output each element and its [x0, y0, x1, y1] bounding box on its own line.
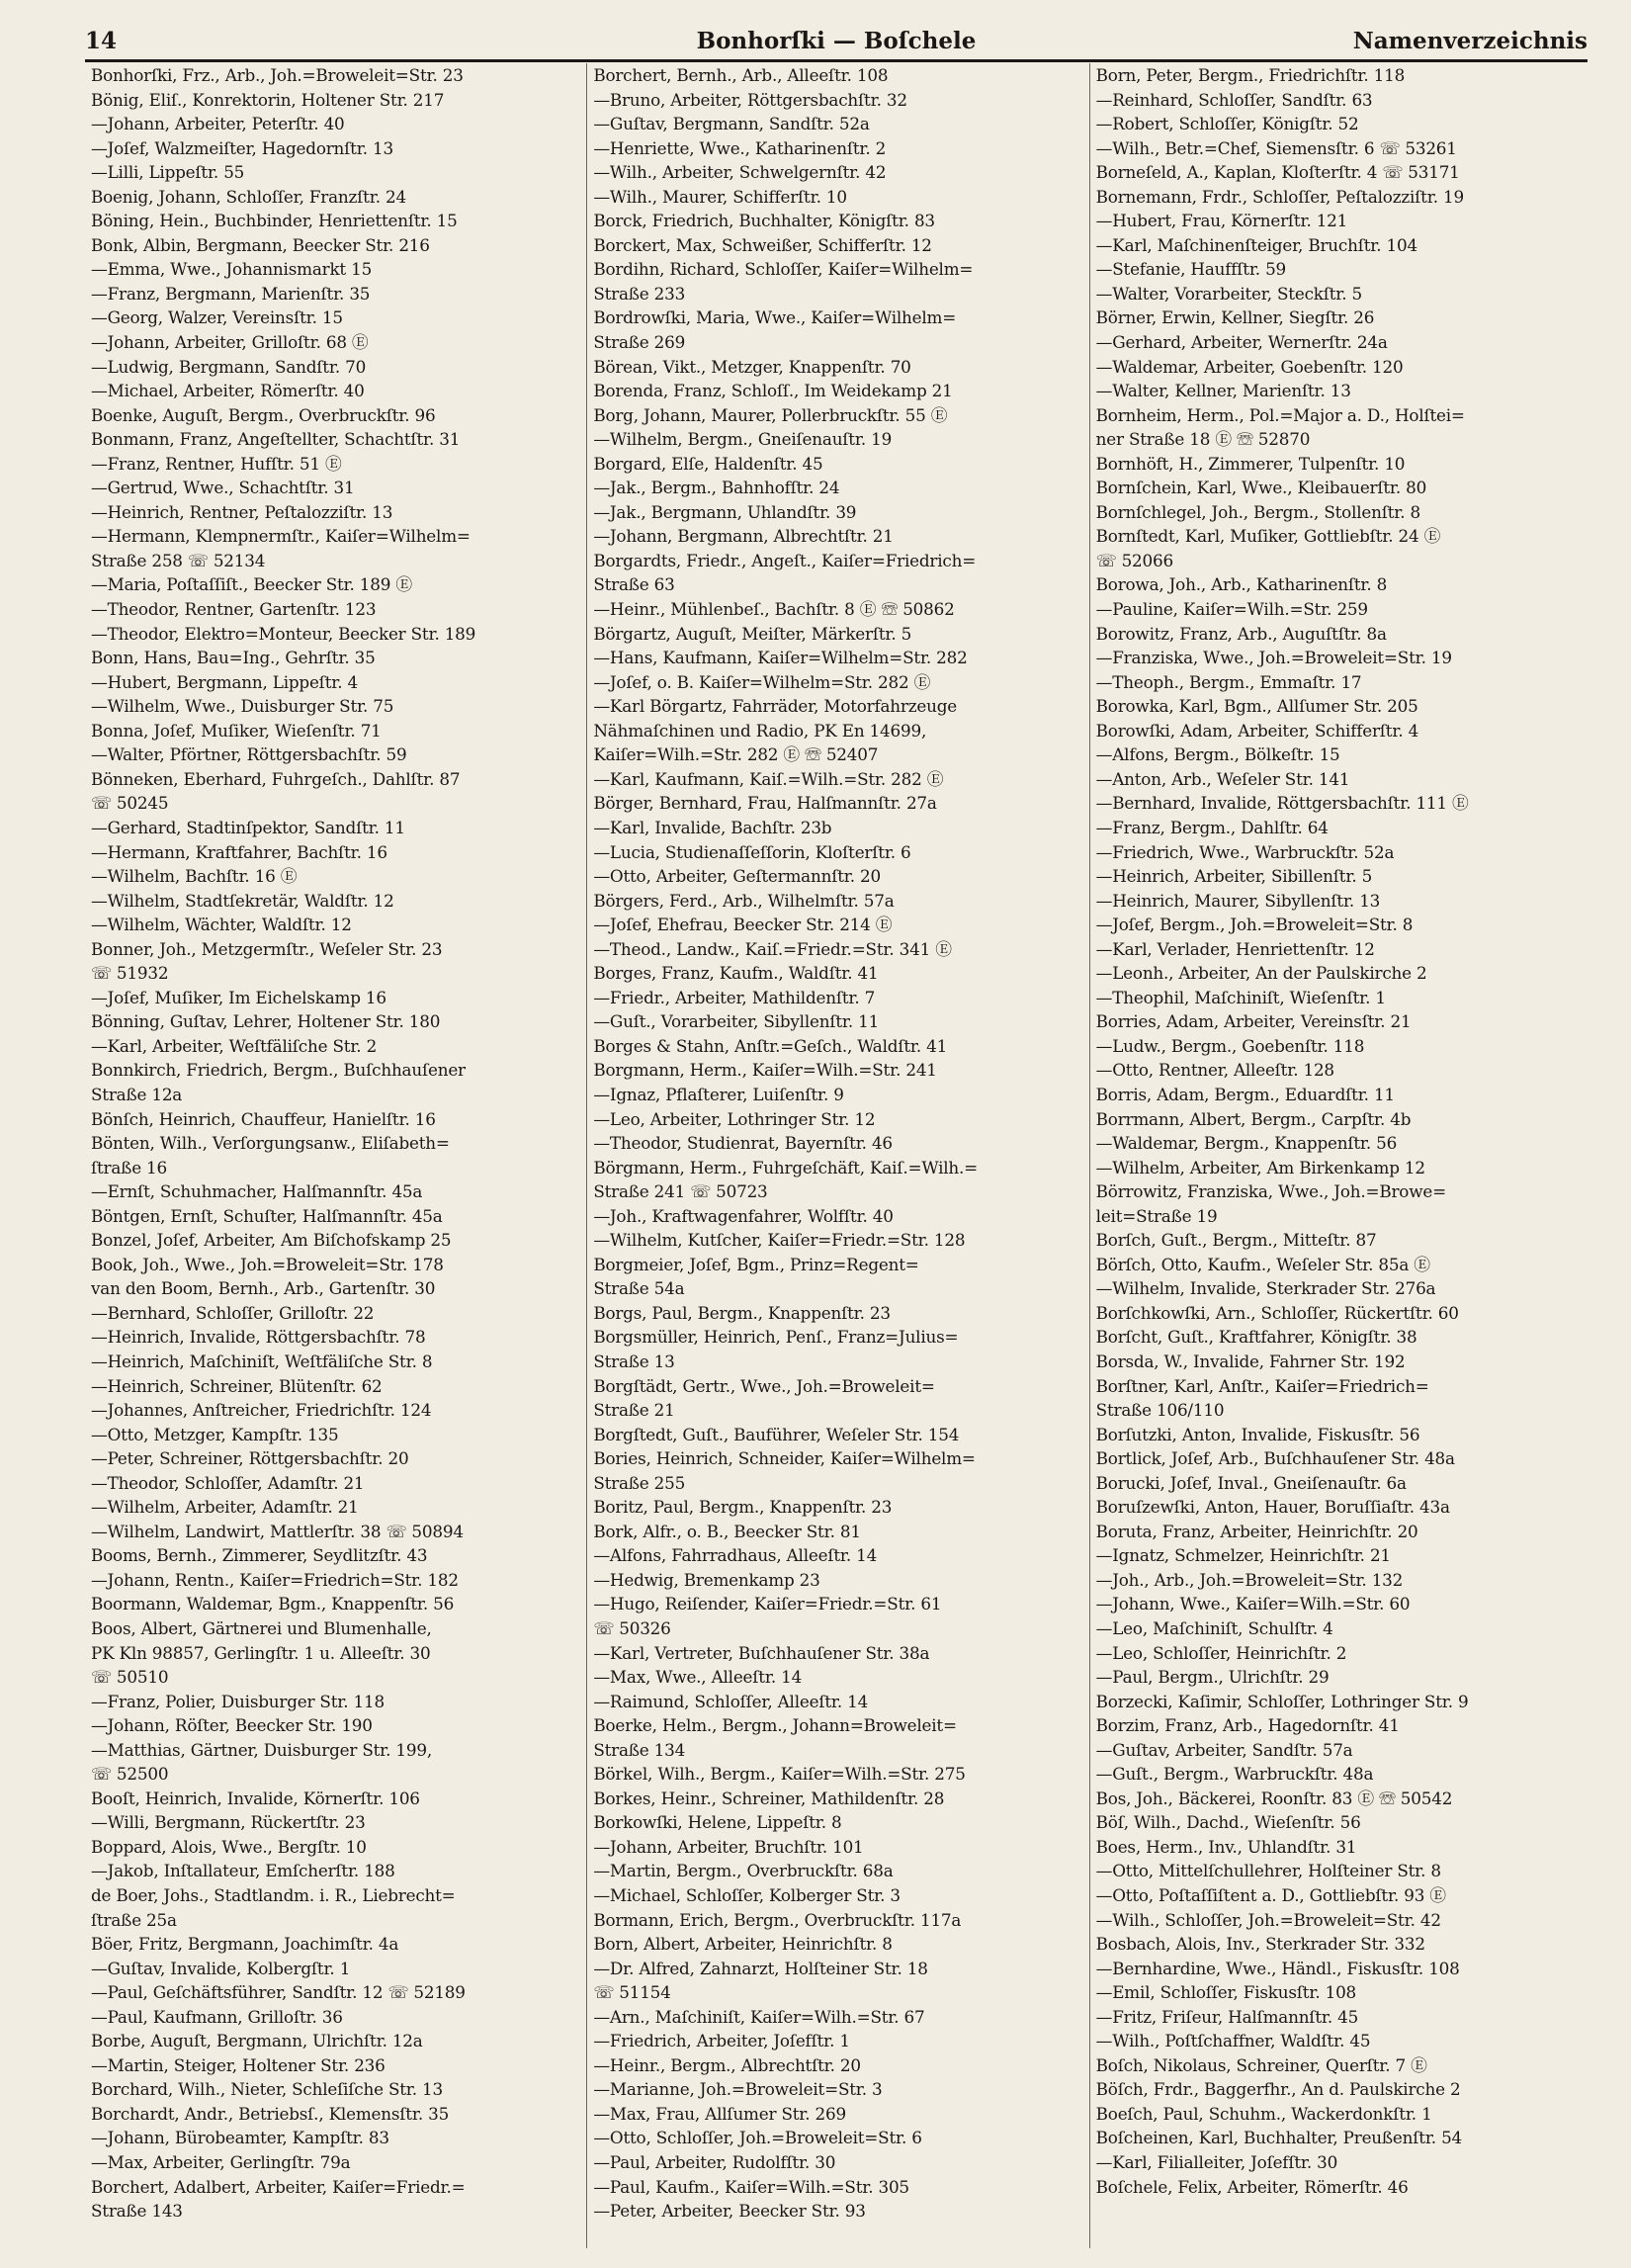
- directory-entry-line: —Otto, Rentner, Alleeſtr. 128: [1095, 1060, 1334, 1081]
- directory-entry-line: —Karl, Arbeiter, Weſtfäliſche Str. 2: [91, 1035, 378, 1056]
- directory-entry-line: —Max, Frau, Allſumer Str. 269: [593, 2103, 846, 2124]
- directory-entry-line: —Guſtav, Arbeiter, Sandſtr. 57a: [1095, 1739, 1353, 1760]
- directory-entry-line: Börgers, Ferd., Arb., Wilhelmſtr. 57a: [593, 890, 895, 911]
- directory-entry-line: ☏ 52500: [91, 1764, 169, 1785]
- directory-entry-line: Bornhöft, H., Zimmerer, Tulpenſtr. 10: [1095, 453, 1406, 474]
- directory-entry-line: —Theodor, Rentner, Gartenſtr. 123: [91, 599, 377, 620]
- directory-entry-line: —Heinr., Bergm., Albrechtſtr. 20: [593, 2054, 861, 2075]
- directory-entry-line: Boruta, Franz, Arbeiter, Heinrichſtr. 20: [1095, 1521, 1418, 1541]
- directory-entry-line: —Franz, Rentner, Hufſtr. 51 Ⓔ: [91, 453, 342, 474]
- directory-entry-line: —Paul, Kaufm., Kaiſer=Wilh.=Str. 305: [593, 2176, 909, 2197]
- directory-entry-line: —Franz, Bergm., Dahlſtr. 64: [1095, 817, 1329, 837]
- directory-entry-line: —Guſt., Vorarbeiter, Sibyllenſtr. 11: [593, 1011, 880, 1032]
- directory-entry-line: —Max, Wwe., Alleeſtr. 14: [593, 1667, 803, 1688]
- directory-entry-line: —Matthias, Gärtner, Duisburger Str. 199,: [91, 1739, 432, 1760]
- directory-entry-line: Borkowſki, Helene, Lippeſtr. 8: [593, 1812, 842, 1833]
- directory-entry-line: Bormann, Erich, Bergm., Overbruckſtr. 117a: [593, 1909, 962, 1930]
- directory-entry-line: —Michael, Schloſſer, Kolberger Str. 3: [593, 1885, 901, 1906]
- directory-entry-line: Boeſch, Paul, Schuhm., Wackerdonkſtr. 1: [1095, 2103, 1432, 2124]
- directory-entry-line: —Walter, Pförtner, Röttgersbachſtr. 59: [91, 744, 407, 765]
- directory-entry-line: —Wilhelm, Invalide, Sterkrader Str. 276a: [1095, 1278, 1436, 1299]
- directory-entry-line: —Paul, Kaufmann, Grilloſtr. 36: [91, 2006, 343, 2027]
- directory-entry-line: —Leo, Arbeiter, Lothringer Str. 12: [593, 1108, 876, 1129]
- directory-entry-line: Borſch, Guſt., Bergm., Mitteſtr. 87: [1095, 1230, 1377, 1251]
- directory-entry-line: —Wilh., Betr.=Chef, Siemensſtr. 6 ☏ 53261: [1095, 137, 1457, 158]
- directory-entry-line: —Joſef, Walzmeiſter, Hagedornſtr. 13: [91, 137, 393, 158]
- directory-entry-line: —Hans, Kaufmann, Kaiſer=Wilhelm=Str. 282: [593, 648, 968, 668]
- directory-entry-line: —Heinr., Mühlenbeſ., Bachſtr. 8 Ⓔ ☏ 50862: [593, 599, 955, 620]
- directory-entry-line: ☏ 51154: [593, 1982, 671, 2003]
- directory-entry-line: Böning, Hein., Buchbinder, Henriettenſtr. 15: [91, 211, 458, 231]
- directory-entry-line: —Alfons, Fahrradhaus, Alleeſtr. 14: [593, 1545, 878, 1566]
- directory-entry-line: Borowſki, Adam, Arbeiter, Schifferſtr. 4: [1095, 720, 1419, 741]
- directory-entry-line: Borucki, Joſef, Inval., Gneiſenauſtr. 6a: [1095, 1472, 1407, 1493]
- directory-entry-line: —Walter, Vorarbeiter, Steckſtr. 5: [1095, 283, 1363, 304]
- directory-entry-line: —Ludw., Bergm., Goebenſtr. 118: [1095, 1035, 1365, 1056]
- directory-entry-line: —Jak., Bergmann, Uhlandſtr. 39: [593, 501, 857, 522]
- directory-entry-line: Borbe, Auguſt, Bergmann, Ulrichſtr. 12a: [91, 2031, 423, 2051]
- directory-entry-line: Straße 21: [593, 1400, 675, 1421]
- directory-entry-line: ☏ 50326: [593, 1618, 671, 1638]
- directory-entry-line: Booms, Bernh., Zimmerer, Seydlitzſtr. 43: [91, 1545, 428, 1566]
- directory-entry-line: Borgardts, Friedr., Angeſt., Kaiſer=Friedrich=: [593, 550, 977, 570]
- directory-entry-line: —Joſef, o. B. Kaiſer=Wilhelm=Str. 282 Ⓔ: [593, 671, 931, 692]
- directory-entry-line: Bornſchlegel, Joh., Bergm., Stollenſtr. 8: [1095, 501, 1421, 522]
- directory-entry-line: Borſutzki, Anton, Invalide, Fiskusſtr. 56: [1095, 1424, 1420, 1444]
- directory-entry-line: —Gertrud, Wwe., Schachtſtr. 31: [91, 478, 355, 498]
- directory-entry-line: —Leonh., Arbeiter, An der Paulskirche 2: [1095, 963, 1427, 984]
- directory-entry-line: —Stefanie, Hauffſtr. 59: [1095, 259, 1287, 280]
- directory-entry-line: —Martin, Steiger, Holtener Str. 236: [91, 2054, 386, 2075]
- directory-entry-line: —Johannes, Anſtreicher, Friedrichſtr. 124: [91, 1400, 432, 1421]
- directory-entry-line: —Otto, Schloſſer, Joh.=Broweleit=Str. 6: [593, 2128, 922, 2148]
- directory-entry-line: Boſch, Nikolaus, Schreiner, Querſtr. 7 Ⓔ: [1095, 2054, 1427, 2075]
- directory-entry-line: ner Straße 18 Ⓔ ☏ 52870: [1095, 429, 1311, 450]
- directory-entry-line: —Henriette, Wwe., Katharinenſtr. 2: [593, 137, 887, 158]
- directory-entry-line: —Guſtav, Bergmann, Sandſtr. 52a: [593, 114, 870, 134]
- directory-entry-line: Straße 269: [593, 332, 686, 353]
- directory-entry-line: Boritz, Paul, Bergm., Knappenſtr. 23: [593, 1497, 893, 1518]
- directory-entry-line: Kaiſer=Wilh.=Str. 282 Ⓔ ☏ 52407: [593, 744, 879, 765]
- directory-column-3: [1089, 63, 1591, 2248]
- directory-entry-line: —Wilh., Schloſſer, Joh.=Broweleit=Str. 42: [1095, 1909, 1441, 1930]
- directory-entry-line: Straße 63: [593, 574, 675, 595]
- directory-entry-line: Bonnkirch, Friedrich, Bergm., Buſchhauſener: [91, 1060, 466, 1081]
- directory-entry-line: —Wilhelm, Bachſtr. 16 Ⓔ: [91, 866, 298, 887]
- directory-entry-line: Bönneken, Eberhard, Fuhrgeſch., Dahlſtr. 87: [91, 768, 461, 789]
- directory-entry-line: —Martin, Bergm., Overbruckſtr. 68a: [593, 1861, 894, 1881]
- directory-entry-line: —Johann, Röſter, Beecker Str. 190: [91, 1715, 373, 1736]
- directory-entry-line: Bordrowſki, Maria, Wwe., Kaiſer=Wilhelm=: [593, 307, 957, 328]
- directory-entry-line: Bönten, Wilh., Verſorgungsanw., Eliſabeth=: [91, 1133, 450, 1154]
- directory-entry-line: —Joſef, Muſiker, Im Eichelskamp 16: [91, 987, 386, 1007]
- directory-entry-line: —Bernhard, Schloſſer, Grilloſtr. 22: [91, 1302, 375, 1323]
- directory-entry-line: Bos, Joh., Bäckerei, Roonſtr. 83 Ⓔ ☏ 50542: [1095, 1788, 1453, 1808]
- directory-entry-line: —Wilhelm, Arbeiter, Adamſtr. 21: [91, 1497, 359, 1518]
- directory-entry-line: Boſcheinen, Karl, Buchhalter, Preußenſtr. 54: [1095, 2128, 1463, 2148]
- directory-entry-line: —Theoph., Bergm., Emmaſtr. 17: [1095, 671, 1362, 692]
- directory-entry-line: Bortlick, Joſef, Arb., Buſchhauſener Str. 48a: [1095, 1448, 1455, 1469]
- directory-entry-line: Borsda, W., Invalide, Fahrner Str. 192: [1095, 1351, 1406, 1371]
- directory-entry-line: —Guſtav, Invalide, Kolbergſtr. 1: [91, 1958, 351, 1978]
- directory-entry-line: —Johann, Bergmann, Albrechtſtr. 21: [593, 526, 894, 547]
- directory-entry-line: —Ignaz, Pflaſterer, Luiſenſtr. 9: [593, 1084, 844, 1104]
- directory-entry-line: Bonna, Joſef, Muſiker, Wieſenſtr. 71: [91, 720, 382, 741]
- directory-entry-line: —Friedrich, Wwe., Warbruckſtr. 52a: [1095, 841, 1395, 862]
- directory-entry-line: —Heinrich, Arbeiter, Sibillenſtr. 5: [1095, 866, 1373, 887]
- directory-entry-line: Boppard, Alois, Wwe., Bergſtr. 10: [91, 1836, 367, 1857]
- directory-entry-line: —Ignatz, Schmelzer, Heinrichſtr. 21: [1095, 1545, 1391, 1566]
- directory-entry-line: Bornheim, Herm., Pol.=Major a. D., Holſtei=: [1095, 404, 1465, 425]
- directory-entry-line: Borgs, Paul, Bergm., Knappenſtr. 23: [593, 1302, 891, 1323]
- directory-entry-line: Straße 106/110: [1095, 1400, 1225, 1421]
- directory-entry-line: —Wilhelm, Kutſcher, Kaiſer=Friedr.=Str. 128: [593, 1230, 966, 1251]
- directory-entry-line: —Bruno, Arbeiter, Röttgersbachſtr. 32: [593, 89, 907, 110]
- directory-entry-line: Borchert, Adalbert, Arbeiter, Kaiſer=Friedr.=: [91, 2176, 466, 2197]
- directory-entry-line: Börner, Erwin, Kellner, Siegſtr. 26: [1095, 307, 1375, 328]
- directory-entry-line: —Johann, Wwe., Kaiſer=Wilh.=Str. 60: [1095, 1594, 1411, 1614]
- directory-entry-line: —Fritz, Friſeur, Halſmannſtr. 45: [1095, 2006, 1359, 2027]
- directory-entry-line: Borckert, Max, Schweißer, Schifferſtr. 12: [593, 234, 932, 255]
- directory-entry-line: Borris, Adam, Bergm., Eduardſtr. 11: [1095, 1084, 1395, 1104]
- directory-entry-line: Borchardt, Andr., Betriebsſ., Klemensſtr. 35: [91, 2103, 450, 2124]
- directory-entry-line: —Peter, Schreiner, Röttgersbachſtr. 20: [91, 1448, 409, 1469]
- directory-entry-line: Booſt, Heinrich, Invalide, Körnerſtr. 106: [91, 1788, 420, 1808]
- directory-entry-line: —Theodor, Studienrat, Bayernſtr. 46: [593, 1133, 893, 1154]
- directory-entry-line: —Wilh., Arbeiter, Schwelgernſtr. 42: [593, 162, 887, 183]
- directory-entry-line: ☏ 51932: [91, 963, 169, 984]
- directory-entry-line: —Karl, Vertreter, Buſchhauſener Str. 38a: [593, 1642, 930, 1663]
- directory-entry-line: Borries, Adam, Arbeiter, Vereinsſtr. 21: [1095, 1011, 1412, 1032]
- directory-entry-line: —Georg, Walzer, Vereinsſtr. 15: [91, 307, 343, 328]
- directory-entry-line: —Heinrich, Maurer, Sibyllenſtr. 13: [1095, 890, 1381, 911]
- directory-entry-line: —Franz, Bergmann, Marienſtr. 35: [91, 283, 371, 304]
- directory-entry-line: —Reinhard, Schloſſer, Sandſtr. 63: [1095, 89, 1373, 110]
- directory-entry-line: —Ludwig, Bergmann, Sandſtr. 70: [91, 356, 367, 377]
- directory-entry-line: —Emil, Schloſſer, Fiskusſtr. 108: [1095, 1982, 1357, 2003]
- directory-entry-line: Borgmann, Herm., Kaiſer=Wilh.=Str. 241: [593, 1060, 937, 1081]
- directory-entry-line: Boerke, Helm., Bergm., Johann=Broweleit=: [593, 1715, 957, 1736]
- directory-entry-line: —Johann, Arbeiter, Peterſtr. 40: [91, 114, 345, 134]
- directory-entry-line: Bornemann, Frdr., Schloſſer, Peſtalozziſtr. 19: [1095, 186, 1464, 207]
- directory-entry-line: Bönig, Eliſ., Konrektorin, Holtener Str. 217: [91, 89, 445, 110]
- directory-entry-line: —Hedwig, Bremenkamp 23: [593, 1569, 820, 1590]
- directory-entry-line: Borzecki, Kaſimir, Schloſſer, Lothringer Str. 9: [1095, 1691, 1469, 1711]
- directory-entry-line: —Walter, Kellner, Marienſtr. 13: [1095, 381, 1351, 401]
- directory-entry-line: —Johann, Arbeiter, Grilloſtr. 68 Ⓔ: [91, 332, 369, 353]
- directory-entry-line: Börſch, Otto, Kaufm., Weſeler Str. 85a Ⓔ: [1095, 1254, 1430, 1274]
- directory-entry-line: —Leo, Schloſſer, Heinrichſtr. 2: [1095, 1642, 1347, 1663]
- directory-entry-line: —Karl, Kaufmann, Kaiſ.=Wilh.=Str. 282 Ⓔ: [593, 768, 944, 789]
- directory-entry-line: —Wilhelm, Wächter, Waldſtr. 12: [91, 915, 352, 935]
- directory-entry-line: —Hubert, Frau, Körnerſtr. 121: [1095, 211, 1348, 231]
- directory-entry-line: Borneſeld, A., Kaplan, Kloſterſtr. 4 ☏ 53171: [1095, 162, 1460, 183]
- directory-column-1: [85, 63, 586, 2248]
- directory-entry-line: Bornſtedt, Karl, Muſiker, Gottliebſtr. 24 Ⓔ: [1095, 526, 1441, 547]
- directory-entry-line: —Otto, Metzger, Kampſtr. 135: [91, 1424, 339, 1444]
- directory-entry-line: Bordihn, Richard, Schloſſer, Kaiſer=Wilhelm=: [593, 259, 974, 280]
- directory-entry-line: Straße 255: [593, 1472, 686, 1493]
- directory-entry-line: —Pauline, Kaiſer=Wilh.=Str. 259: [1095, 599, 1368, 620]
- directory-entry-line: —Theodor, Schloſſer, Adamſtr. 21: [91, 1472, 365, 1493]
- directory-entry-line: Bönſch, Heinrich, Chauffeur, Hanielſtr. 16: [91, 1108, 436, 1129]
- directory-entry-line: ſtraße 16: [91, 1157, 168, 1178]
- directory-entry-line: Borowa, Joh., Arb., Katharinenſtr. 8: [1095, 574, 1388, 595]
- directory-entry-line: Börrowitz, Franziska, Wwe., Joh.=Browe=: [1095, 1181, 1446, 1202]
- directory-entry-line: —Lucia, Studienaſſeſſorin, Kloſterſtr. 6: [593, 841, 911, 862]
- directory-entry-line: Boormann, Waldemar, Bgm., Knappenſtr. 56: [91, 1594, 455, 1614]
- directory-entry-line: Straße 54a: [593, 1278, 685, 1299]
- directory-entry-line: —Gerhard, Stadtinſpektor, Sandſtr. 11: [91, 817, 405, 837]
- directory-entry-line: —Waldemar, Arbeiter, Goebenſtr. 120: [1095, 356, 1404, 377]
- directory-entry-line: Straße 134: [593, 1739, 686, 1760]
- directory-entry-line: —Karl, Verlader, Henriettenſtr. 12: [1095, 938, 1375, 959]
- directory-entry-line: —Friedrich, Arbeiter, Joſefſtr. 1: [593, 2031, 850, 2051]
- directory-entry-line: Borowitz, Franz, Arb., Auguſtſtr. 8a: [1095, 623, 1387, 644]
- directory-entry-line: —Franz, Polier, Duisburger Str. 118: [91, 1691, 385, 1711]
- directory-entry-line: —Hugo, Reiſender, Kaiſer=Friedr.=Str. 61: [593, 1594, 942, 1614]
- directory-entry-line: Bories, Heinrich, Schneider, Kaiſer=Wilhelm=: [593, 1448, 976, 1469]
- directory-entry-line: Börkel, Wilh., Bergm., Kaiſer=Wilh.=Str. 275: [593, 1764, 966, 1785]
- directory-entry-line: Borenda, Franz, Schloſſ., Im Weidekamp 21: [593, 381, 953, 401]
- directory-entry-line: Bonner, Joh., Metzgermſtr., Weſeler Str. 23: [91, 938, 443, 959]
- directory-entry-line: —Heinrich, Invalide, Röttgersbachſtr. 78: [91, 1327, 426, 1348]
- directory-entry-line: Borchard, Wilh., Nieter, Schleſiſche Str. 13: [91, 2079, 444, 2100]
- directory-entry-line: —Wilhelm, Landwirt, Mattlerſtr. 38 ☏ 50894: [91, 1521, 464, 1541]
- directory-entry-line: —Paul, Bergm., Ulrichſtr. 29: [1095, 1667, 1330, 1688]
- directory-entry-line: Böſ, Wilh., Dachd., Wieſenſtr. 56: [1095, 1812, 1361, 1833]
- directory-columns: [85, 63, 1591, 2248]
- directory-entry-line: Boes, Herm., Inv., Uhlandſtr. 31: [1095, 1836, 1357, 1857]
- directory-entry-line: Borck, Friedrich, Buchhalter, Königſtr. 83: [593, 211, 935, 231]
- directory-entry-line: —Marianne, Joh.=Broweleit=Str. 3: [593, 2079, 883, 2100]
- directory-entry-line: —Heinrich, Rentner, Peſtalozziſtr. 13: [91, 501, 393, 522]
- directory-entry-line: —Michael, Arbeiter, Römerſtr. 40: [91, 381, 365, 401]
- directory-entry-line: Börean, Vikt., Metzger, Knappenſtr. 70: [593, 356, 911, 377]
- directory-entry-line: Börgartz, Auguſt, Meiſter, Märkerſtr. 5: [593, 623, 912, 644]
- directory-entry-line: —Bernhard, Invalide, Röttgersbachſtr. 111 Ⓔ: [1095, 793, 1469, 814]
- directory-entry-line: —Johann, Bürobeamter, Kampſtr. 83: [91, 2128, 389, 2148]
- directory-entry-line: —Joh., Arb., Joh.=Broweleit=Str. 132: [1095, 1569, 1404, 1590]
- directory-entry-line: Borgſtädt, Gertr., Wwe., Joh.=Broweleit=: [593, 1375, 935, 1396]
- directory-entry-line: Boruſzewſki, Anton, Hauer, Boruſſiaſtr. 43a: [1095, 1497, 1450, 1518]
- directory-entry-line: Borg, Johann, Maurer, Pollerbruckſtr. 55 Ⓔ: [593, 404, 948, 425]
- directory-entry-line: Book, Joh., Wwe., Joh.=Broweleit=Str. 178: [91, 1254, 444, 1274]
- directory-entry-line: Bork, Alfr., o. B., Beecker Str. 81: [593, 1521, 861, 1541]
- directory-entry-line: —Gerhard, Arbeiter, Wernerſtr. 24a: [1095, 332, 1388, 353]
- directory-entry-line: —Karl, Filialleiter, Joſefſtr. 30: [1095, 2152, 1338, 2173]
- directory-entry-line: Born, Peter, Bergm., Friedrichſtr. 118: [1095, 65, 1406, 85]
- directory-entry-line: —Johann, Arbeiter, Bruchſtr. 101: [593, 1836, 864, 1857]
- directory-entry-line: —Wilh., Maurer, Schifferſtr. 10: [593, 186, 847, 207]
- directory-entry-line: —Hermann, Kraftfahrer, Bachſtr. 16: [91, 841, 387, 862]
- directory-entry-line: Boenke, Auguſt, Bergm., Overbruckſtr. 96: [91, 404, 436, 425]
- directory-entry-line: —Dr. Alfred, Zahnarzt, Holſteiner Str. 18: [593, 1958, 928, 1978]
- directory-entry-line: —Heinrich, Maſchiniſt, Weſtfäliſche Str. 8: [91, 1351, 433, 1371]
- directory-entry-line: Borges, Franz, Kaufm., Waldſtr. 41: [593, 963, 879, 984]
- directory-entry-line: —Theod., Landw., Kaiſ.=Friedr.=Str. 341 Ⓔ: [593, 938, 952, 959]
- directory-entry-line: van den Boom, Bernh., Arb., Gartenſtr. 30: [91, 1278, 436, 1299]
- directory-entry-line: —Johann, Rentn., Kaiſer=Friedrich=Str. 182: [91, 1569, 459, 1590]
- directory-entry-line: Borgmeier, Joſef, Bgm., Prinz=Regent=: [593, 1254, 919, 1274]
- directory-entry-line: Boenig, Johann, Schloſſer, Franzſtr. 24: [91, 186, 406, 207]
- directory-entry-line: ☏ 50510: [91, 1667, 169, 1688]
- directory-entry-line: Straße 241 ☏ 50723: [593, 1181, 768, 1202]
- directory-entry-line: Bonzel, Joſef, Arbeiter, Am Biſchofskamp 25: [91, 1230, 452, 1251]
- directory-entry-line: ☏ 50245: [91, 793, 169, 814]
- directory-entry-line: —Max, Arbeiter, Gerlingſtr. 79a: [91, 2152, 351, 2173]
- directory-entry-line: —Hermann, Klempnermſtr., Kaiſer=Wilhelm=: [91, 526, 471, 547]
- directory-entry-line: Böer, Fritz, Bergmann, Joachimſtr. 4a: [91, 1934, 399, 1955]
- page-number: 14: [85, 27, 118, 54]
- directory-entry-line: —Karl, Invalide, Bachſtr. 23b: [593, 817, 832, 837]
- directory-entry-line: —Joh., Kraftwagenfahrer, Wolfſtr. 40: [593, 1205, 894, 1226]
- directory-entry-line: Bornſchein, Karl, Wwe., Kleibauerſtr. 80: [1095, 478, 1427, 498]
- directory-entry-line: —Theophil, Maſchiniſt, Wieſenſtr. 1: [1095, 987, 1386, 1007]
- directory-entry-line: —Paul, Arbeiter, Rudolfſtr. 30: [593, 2152, 836, 2173]
- directory-entry-line: Borrmann, Albert, Bergm., Carpſtr. 4b: [1095, 1108, 1412, 1129]
- directory-entry-line: Borſchkowſki, Arn., Schloſſer, Rückertſtr. 60: [1095, 1302, 1459, 1323]
- directory-entry-line: —Waldemar, Bergm., Knappenſtr. 56: [1095, 1133, 1398, 1154]
- running-title: Bonhorſki — Boſchele: [696, 27, 977, 54]
- directory-entry-line: —Hubert, Bergmann, Lippeſtr. 4: [91, 671, 358, 692]
- directory-entry-line: Borgsmüller, Heinrich, Penſ., Franz=Julius=: [593, 1327, 959, 1348]
- directory-entry-line: —Paul, Geſchäftsführer, Sandſtr. 12 ☏ 52189: [91, 1982, 466, 2003]
- directory-entry-line: Straße 13: [593, 1351, 675, 1371]
- directory-entry-line: —Heinrich, Schreiner, Blütenſtr. 62: [91, 1375, 383, 1396]
- directory-entry-line: —Wilhelm, Bergm., Gneiſenauſtr. 19: [593, 429, 893, 450]
- directory-entry-line: Borgſtedt, Guſt., Bauführer, Weſeler Str. 154: [593, 1424, 960, 1444]
- directory-entry-line: Borgard, Elſe, Haldenſtr. 45: [593, 453, 823, 474]
- directory-entry-line: ſtraße 25a: [91, 1909, 177, 1930]
- directory-entry-line: Bosbach, Alois, Inv., Sterkrader Str. 332: [1095, 1934, 1425, 1955]
- directory-entry-line: Bonn, Hans, Bau=Ing., Gehrſtr. 35: [91, 648, 376, 668]
- directory-entry-line: Borchert, Bernh., Arb., Alleeſtr. 108: [593, 65, 889, 85]
- directory-entry-line: Bonhorſki, Frz., Arb., Joh.=Broweleit=Str. 23: [91, 65, 464, 85]
- directory-entry-line: —Wilh., Poſtſchaffner, Waldſtr. 45: [1095, 2031, 1371, 2051]
- directory-entry-line: Straße 258 ☏ 52134: [91, 550, 266, 570]
- page-header: [85, 22, 1588, 62]
- directory-entry-line: Boſchele, Felix, Arbeiter, Römerſtr. 46: [1095, 2176, 1409, 2197]
- directory-entry-line: —Joſef, Ehefrau, Beecker Str. 214 Ⓔ: [593, 915, 893, 935]
- directory-entry-line: —Willi, Bergmann, Rückertſtr. 23: [91, 1812, 366, 1833]
- directory-entry-line: Born, Albert, Arbeiter, Heinrichſtr. 8: [593, 1934, 893, 1955]
- directory-entry-line: Böntgen, Ernſt, Schuſter, Halſmannſtr. 45a: [91, 1205, 443, 1226]
- directory-entry-line: Borſcht, Guſt., Kraftfahrer, Königſtr. 38: [1095, 1327, 1417, 1348]
- directory-entry-line: —Emma, Wwe., Johannismarkt 15: [91, 259, 373, 280]
- directory-entry-line: —Robert, Schloſſer, Königſtr. 52: [1095, 114, 1359, 134]
- directory-entry-line: ☏ 52066: [1095, 550, 1173, 570]
- directory-entry-line: —Otto, Arbeiter, Geſtermannſtr. 20: [593, 866, 881, 887]
- directory-entry-line: Straße 143: [91, 2201, 183, 2222]
- directory-entry-line: —Wilhelm, Wwe., Duisburger Str. 75: [91, 696, 394, 717]
- directory-entry-line: Borges & Stahn, Anſtr.=Geſch., Waldſtr. 41: [593, 1035, 948, 1056]
- directory-entry-line: —Wilhelm, Arbeiter, Am Birkenkamp 12: [1095, 1157, 1425, 1178]
- directory-entry-line: Borowka, Karl, Bgm., Allſumer Str. 205: [1095, 696, 1418, 717]
- directory-entry-line: —Alfons, Bergm., Bölkeſtr. 15: [1095, 744, 1340, 765]
- directory-entry-line: —Theodor, Elektro=Monteur, Beecker Str. 189: [91, 623, 476, 644]
- directory-entry-line: de Boer, Johs., Stadtlandm. i. R., Liebrecht=: [91, 1885, 456, 1906]
- directory-entry-line: —Ernſt, Schuhmacher, Halſmannſtr. 45a: [91, 1181, 423, 1202]
- directory-entry-line: —Wilhelm, Stadtſekretär, Waldſtr. 12: [91, 890, 394, 911]
- directory-entry-line: —Karl, Maſchinenſteiger, Bruchſtr. 104: [1095, 234, 1417, 255]
- directory-entry-line: Borzim, Franz, Arb., Hagedornſtr. 41: [1095, 1715, 1400, 1736]
- directory-entry-line: Straße 233: [593, 283, 686, 304]
- directory-entry-line: Borkes, Heinr., Schreiner, Mathildenſtr. 28: [593, 1788, 945, 1808]
- directory-entry-line: —Leo, Maſchiniſt, Schulſtr. 4: [1095, 1618, 1333, 1638]
- directory-entry-line: —Maria, Poſtaſſiſt., Beecker Str. 189 Ⓔ: [91, 574, 412, 595]
- directory-entry-line: —Franziska, Wwe., Joh.=Broweleit=Str. 19: [1095, 648, 1452, 668]
- directory-entry-line: —Lilli, Lippeſtr. 55: [91, 162, 245, 183]
- directory-entry-line: —Jakob, Inſtallateur, Emſcherſtr. 188: [91, 1861, 395, 1881]
- directory-entry-line: Straße 12a: [91, 1084, 183, 1104]
- directory-entry-line: —Peter, Arbeiter, Beecker Str. 93: [593, 2201, 866, 2222]
- directory-entry-line: —Friedr., Arbeiter, Mathildenſtr. 7: [593, 987, 876, 1007]
- directory-entry-line: —Otto, Mittelſchullehrer, Holſteiner Str. 8: [1095, 1861, 1441, 1881]
- directory-entry-line: Böſch, Frdr., Baggerfhr., An d. Paulskirche 2: [1095, 2079, 1461, 2100]
- directory-entry-line: —Arn., Maſchiniſt, Kaiſer=Wilh.=Str. 67: [593, 2006, 925, 2027]
- directory-entry-line: —Guſt., Bergm., Warbruckſtr. 48a: [1095, 1764, 1374, 1785]
- directory-entry-line: leit=Straße 19: [1095, 1205, 1218, 1226]
- directory-entry-line: —Bernhardine, Wwe., Händl., Fiskusſtr. 108: [1095, 1958, 1460, 1978]
- directory-entry-line: Nähmaſchinen und Radio, PK En 14699,: [593, 720, 927, 741]
- directory-entry-line: Börger, Bernhard, Frau, Halſmannſtr. 27a: [593, 793, 937, 814]
- directory-entry-line: —Otto, Poſtaſſiſtent a. D., Gottliebſtr. 93 Ⓔ: [1095, 1885, 1446, 1906]
- directory-column-2: [586, 63, 1088, 2248]
- directory-entry-line: Börgmann, Herm., Fuhrgeſchäft, Kaiſ.=Wilh.=: [593, 1157, 979, 1178]
- directory-entry-line: Bonk, Albin, Bergmann, Beecker Str. 216: [91, 234, 430, 255]
- directory-entry-line: Bönning, Guſtav, Lehrer, Holtener Str. 180: [91, 1011, 441, 1032]
- directory-entry-line: PK Kln 98857, Gerlingſtr. 1 u. Alleeſtr. 30: [91, 1642, 431, 1663]
- directory-entry-line: Bonmann, Franz, Angeſtellter, Schachtſtr. 31: [91, 429, 461, 450]
- section-title: Namenverzeichnis: [1352, 27, 1588, 54]
- directory-entry-line: —Jak., Bergm., Bahnhofſtr. 24: [593, 478, 840, 498]
- directory-entry-line: —Anton, Arb., Weſeler Str. 141: [1095, 768, 1350, 789]
- directory-entry-line: Borſtner, Karl, Anſtr., Kaiſer=Friedrich=: [1095, 1375, 1429, 1396]
- directory-entry-line: —Raimund, Schloſſer, Alleeſtr. 14: [593, 1691, 869, 1711]
- directory-entry-line: —Joſef, Bergm., Joh.=Broweleit=Str. 8: [1095, 915, 1414, 935]
- directory-entry-line: Boos, Albert, Gärtnerei und Blumenhalle,: [91, 1618, 432, 1638]
- directory-entry-line: —Karl Börgartz, Fahrräder, Motorfahrzeuge: [593, 696, 957, 717]
